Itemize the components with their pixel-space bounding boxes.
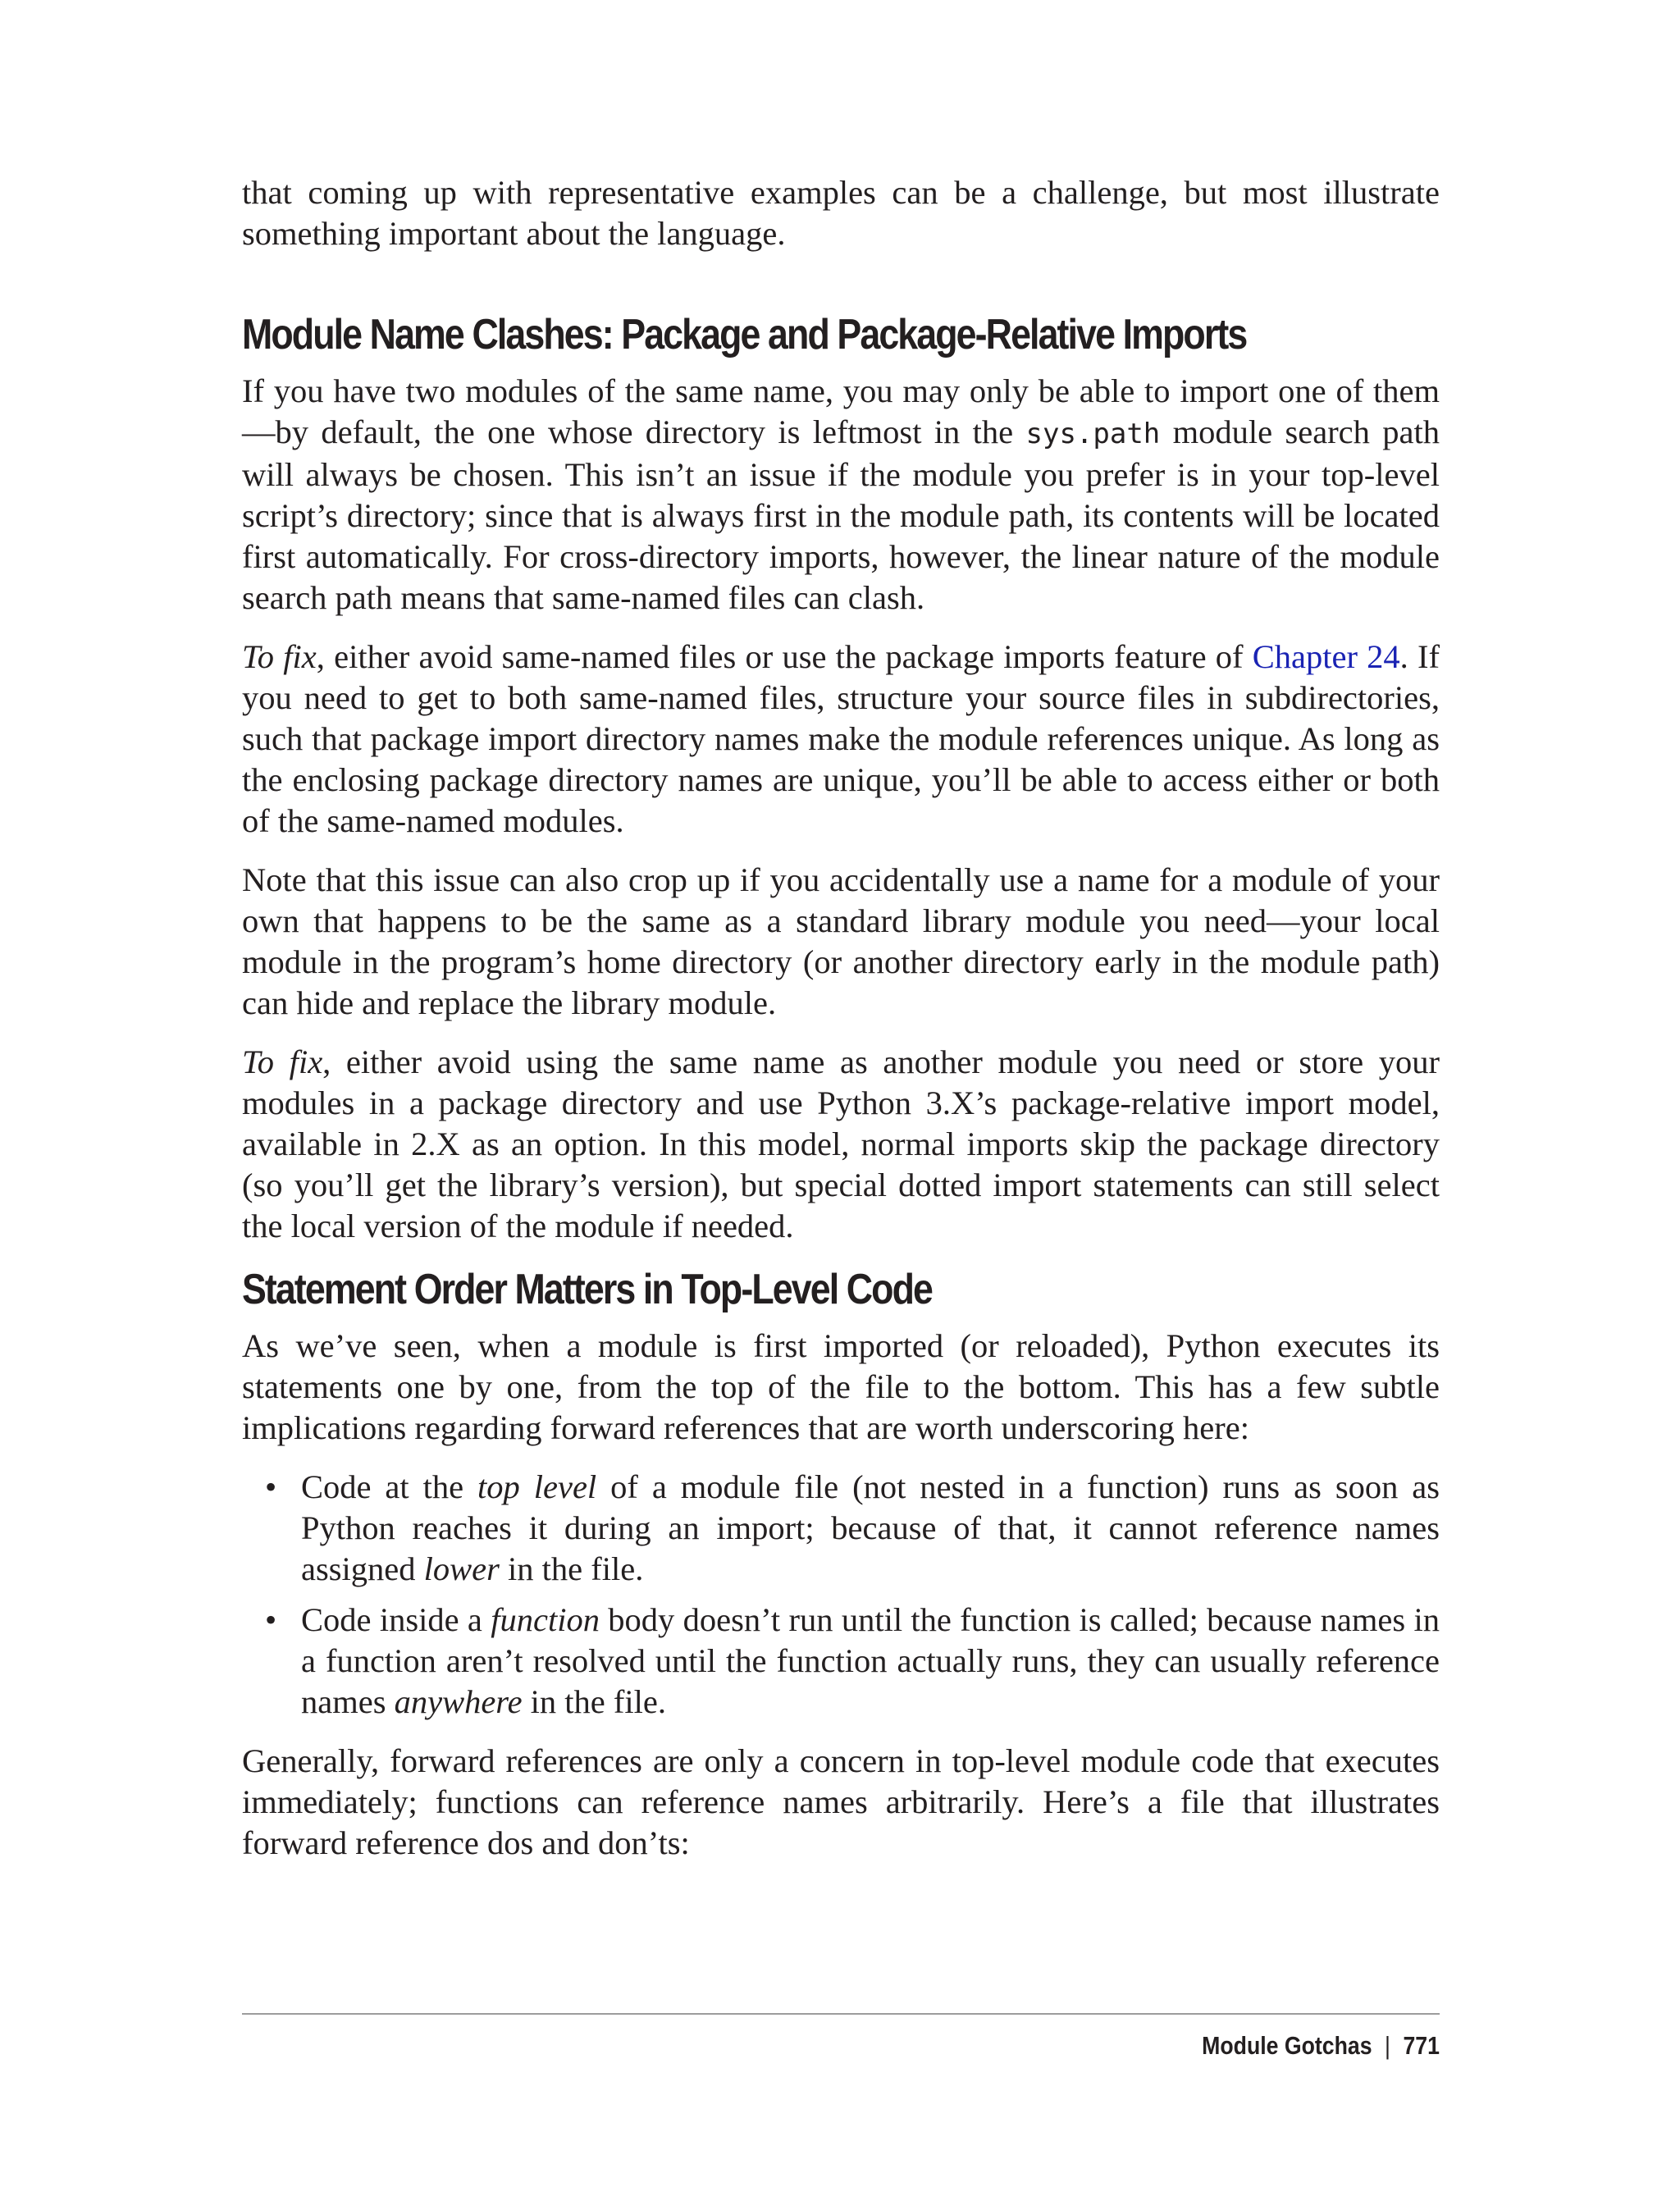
link-chapter-24[interactable]: Chapter 24 [1252,638,1400,675]
text-run: body doesn’t run until the function is called; because names in a function aren’t resolved until the function actually runs, they can usually reference names [301,1601,1440,1720]
page-number: 771 [1403,2031,1440,2060]
paragraph-statement-order-intro: As we’ve seen, when a module is first imported (or reloaded), Python executes its statements one by one, from the top of the file to the bottom. This has a few subtle implications regarding forward references that are worth underscoring here: [242,1327,1440,1446]
section-heading-module-name-clashes: Module Name Clashes: Package and Package-Relative Imports [242,311,1247,358]
paragraph-stdlib-name-clash: Note that this issue can also crop up if you accidentally use a name for a module of your own that happens to be the same as a standard library module you need—your local module in the program’s home directory (or another directory early in the module path) can hide and replace the library module. [242,861,1440,1021]
footer-section-title: Module Gotchas [1202,2031,1372,2060]
list-item [242,1467,1440,1590]
intro-paragraph: that coming up with representative examples can be a challenge, but most illustrate something important about the language. [242,174,1440,252]
bullet-icon: • [265,1601,277,1638]
paragraph-to-fix-packages [242,637,1440,842]
emphasis: lower [423,1550,500,1587]
section-heading-statement-order: Statement Order Matters in Top-Level Code [242,1266,933,1313]
text-run: , either avoid same-named files or use the package imports feature of [316,638,1253,675]
text-run: of a module file (not nested in a function) runs as soon as Python reaches it during an import; because of that, it cannot reference names assigned [301,1468,1440,1587]
page-body [242,172,1440,1882]
footer-separator: | [1385,2031,1391,2060]
text-run: Code inside a [301,1601,491,1638]
footer-rule [242,2013,1440,2015]
emphasis: anywhere [394,1683,523,1720]
bullet-icon: • [265,1468,277,1505]
emphasis: function [491,1601,600,1638]
emphasis-to-fix: To fix [242,1043,323,1080]
text-run: in the file. [522,1683,666,1720]
emphasis: top level [477,1468,597,1505]
paragraph-module-clash-intro [242,371,1440,619]
running-footer [1202,2029,1440,2062]
list-item [242,1600,1440,1723]
text-run: Code at the [301,1468,478,1505]
bullet-list-forward-references [242,1467,1440,1723]
paragraph-forward-references-summary: Generally, forward references are only a concern in top-level module code that executes immediately; functions can reference names arbitrarily. Here’s a file that illustrates forward reference dos and don’ts: [242,1742,1440,1861]
inline-code-sys-path: sys.path [1025,418,1161,450]
text-run: , either avoid using the same name as another module you need or store your modules in a package directory and use Python 3.X’s package-relative import model, available in 2.X as an option. In this model, normal imports skip the package directory (so you’ll get the library’s version), but special dotted import statements can still select the local version of the module if needed. [242,1043,1440,1244]
text-run: module search path will always be chosen. This isn’t an issue if the module you prefer is in your top-level script’s directory; since that is always first in the module path, its contents will be located first automatically. For cross-directory imports, however, the linear nature of the module search path means that same-named files can clash. [242,413,1440,616]
text-run: in the file. [499,1550,644,1587]
paragraph-to-fix-relative-imports [242,1042,1440,1247]
emphasis-to-fix: To fix [242,638,317,675]
text-run: If you have two modules of the same name, you may only be able to import one of them —by default, the one whose directory is leftmost in the [242,372,1440,450]
text-run: . If you need to get to both same-named files, structure your source files in subdirectories, such that package import directory names make the module references unique. As long as the enclosing package directory names are unique, you’ll be able to access either or both of the same-named modules. [242,638,1440,839]
